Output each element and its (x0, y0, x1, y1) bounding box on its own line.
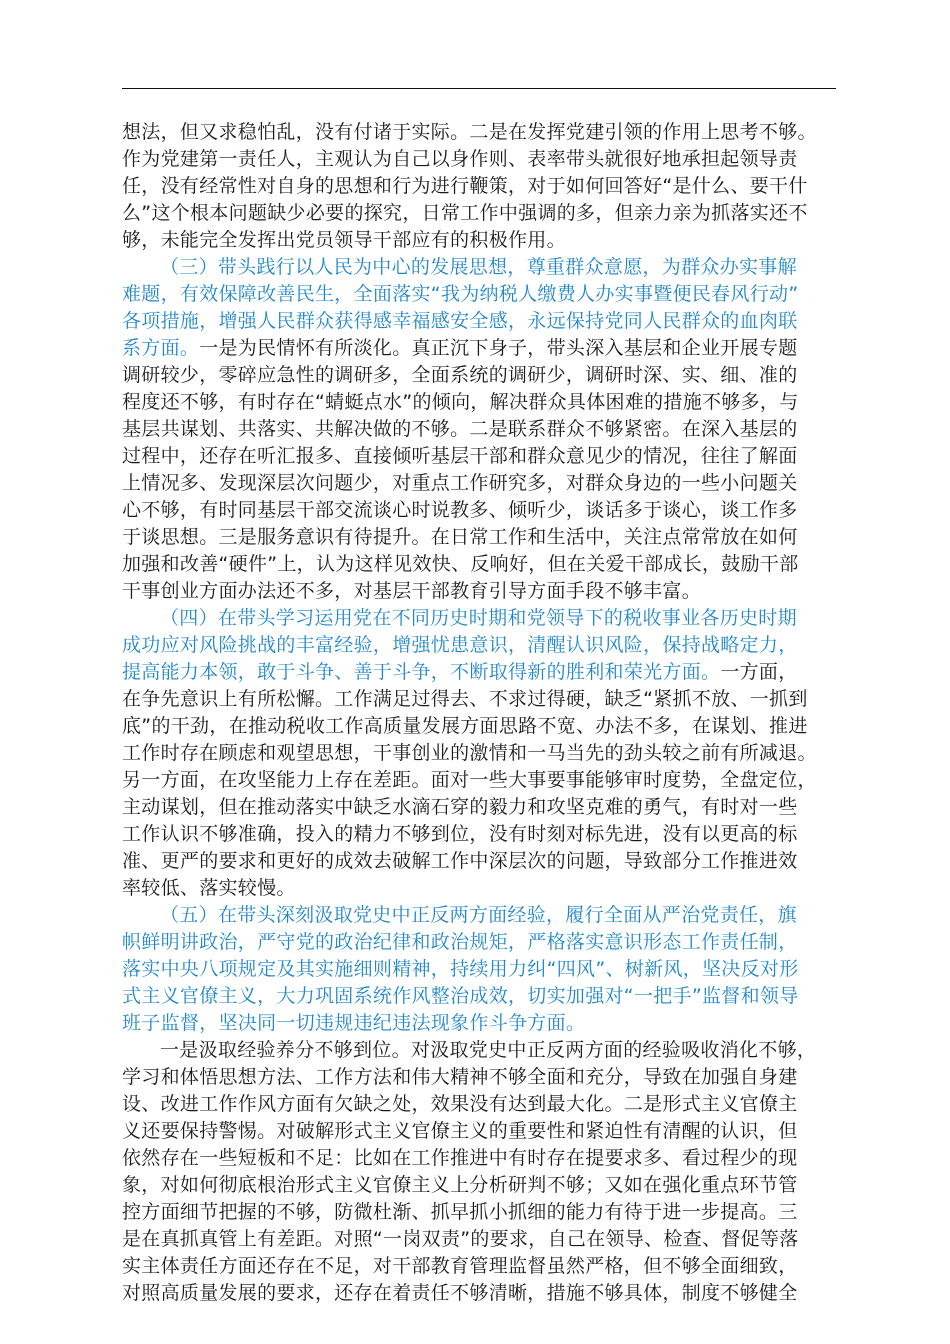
text-line (122, 956, 836, 983)
text-line (122, 281, 836, 308)
text-line (122, 335, 836, 362)
text-line (122, 362, 836, 389)
text-line (122, 1010, 836, 1037)
body-text-run: 底”的干劲，在推动税收工作高质量发展方面思路不宽、办法不多，在谋划、推进 (122, 715, 808, 737)
body-text-run: 够，未能完全发挥出党员领导干部应有的积极作用。 (122, 229, 566, 251)
body-text-run: 在争先意识上有所松懈。工作满足过得去、不求过得硬，缺乏“紧抓不放、一抓到 (122, 688, 808, 710)
text-line (122, 389, 836, 416)
text-line (122, 443, 836, 470)
text-line (122, 119, 836, 146)
text-line (122, 200, 836, 227)
text-line (122, 929, 836, 956)
body-text-run: 实主体责任方面还存在不足，对干部教育管理监督虽然严格，但不够全面细致， (122, 1255, 798, 1277)
body-text-run: 是在真抓真管上有差距。对照“一岗双责”的要求，自己在领导、检查、督促等落 (122, 1228, 799, 1250)
body-text-run: 另一方面，在攻坚能力上存在差距。面对一些大事要事能够审时度势，全盘定位， (122, 769, 817, 791)
highlighted-heading-text: 系方面。 (122, 337, 200, 359)
text-line (122, 713, 836, 740)
text-line (122, 848, 836, 875)
text-line (122, 659, 836, 686)
body-text-run: 于谈思想。三是服务意识有待提升。在日常工作和生活中，关注点常常放在如何 (122, 526, 798, 548)
text-line (122, 983, 836, 1010)
text-line (122, 902, 836, 929)
highlighted-heading-text: 提高能力本领，敢于斗争、善于斗争，不断取得新的胜利和荣光方面。 (122, 661, 721, 683)
text-line (122, 1199, 836, 1226)
body-text-run: 主动谋划，但在推动落实中缺乏水滴石穿的毅力和攻坚克难的勇气，有时对一些 (122, 796, 798, 818)
text-line (122, 173, 836, 200)
body-text-run: 干事创业方面办法还不多，对基层干部教育引导方面手段不够丰富。 (122, 580, 702, 602)
body-text-run: 上情况多、发现深层次问题少，对重点工作研究多，对群众身边的一些小问题关 (122, 472, 798, 494)
highlighted-heading-text: 落实中央八项规定及其实施细则精神，持续用力纠“四风”、树新风，坚决反对形 (122, 958, 799, 980)
body-text-run: 义还要保持警惕。对破解形式主义官僚主义的重要性和紧迫性有清醒的认识，但 (122, 1120, 798, 1142)
highlighted-heading-text: 各项措施，增强人民群众获得感幸福感安全感，永远保持党同人民群众的血肉联 (122, 310, 798, 332)
highlighted-heading-text: 班子监督，坚决同一切违规违纪违法现象作斗争方面。 (122, 1012, 586, 1034)
highlighted-heading-text: 式主义官僚主义，大力巩固系统作风整治成效，切实加强对“一把手”监督和领导 (122, 985, 799, 1007)
text-line (122, 146, 836, 173)
highlighted-heading-text: （四）在带头学习运用党在不同历史时期和党领导下的税收事业各历史时期 (160, 607, 797, 629)
body-text-run: 心不够，有时同基层干部交流谈心时说教多、倾听少，谈话多于谈心，谈工作多 (122, 499, 798, 521)
text-line (122, 767, 836, 794)
body-text-run: 想法，但又求稳怕乱，没有付诸于实际。二是在发挥党建引领的作用上思考不够。 (122, 121, 817, 143)
highlighted-heading-text: （三）带头践行以人民为中心的发展思想，尊重群众意愿，为群众办实事解 (160, 256, 797, 278)
text-line (122, 794, 836, 821)
body-text-run: 率较低、落实较慢。 (122, 877, 296, 899)
text-line (122, 470, 836, 497)
text-line (122, 1091, 836, 1118)
text-line (122, 254, 836, 281)
body-text-run: 象，对如何彻底根治形式主义官僚主义上分析研判不够；又如在强化重点环节管 (122, 1174, 798, 1196)
text-line (122, 1226, 836, 1253)
text-line (122, 1037, 836, 1064)
text-line (122, 821, 836, 848)
text-line (122, 1064, 836, 1091)
highlighted-heading-text: 成功应对风险挑战的丰富经验，增强忧患意识，清醒认识风险，保持战略定力， (122, 634, 798, 656)
text-line (122, 551, 836, 578)
text-line (122, 497, 836, 524)
body-text-run: 程度还不够，有时存在“蜻蜓点水”的倾向，解决群众具体困难的措施不够多，与 (122, 391, 799, 413)
text-line (122, 1172, 836, 1199)
body-text-run: 工作时存在顾虑和观望思想，干事创业的激情和一马当先的劲头较之前有所减退。 (122, 742, 817, 764)
text-line (122, 1145, 836, 1172)
text-line (122, 524, 836, 551)
text-line (122, 875, 836, 902)
body-text-run: 设、改进工作作风方面有欠缺之处，效果没有达到最大化。二是形式主义官僚主 (122, 1093, 798, 1115)
body-text-run: 一是汲取经验养分不够到位。对汲取党史中正反两方面的经验吸收消化不够， (160, 1039, 817, 1061)
body-text-run: 准、更严的要求和更好的成效去破解工作中深层次的问题，导致部分工作推进效 (122, 850, 798, 872)
body-text-run: 任，没有经常性对自身的思想和行为进行鞭策，对于如何回答好“是什么、要干什 (122, 175, 808, 197)
body-text-run: 加强和改善“硬件”上，认为这样见效快、反响好，但在关爱干部成长，鼓励干部 (122, 553, 799, 575)
body-text-run: 调研较少，零碎应急性的调研多，全面系统的调研少，调研时深、实、细、准的 (122, 364, 798, 386)
highlighted-heading-text: 难题，有效保障改善民生，全面落实“我为纳税人缴费人办实事暨便民春风行动” (122, 283, 799, 305)
text-line (122, 632, 836, 659)
text-line (122, 1118, 836, 1145)
document-body (122, 119, 836, 1307)
text-line (122, 578, 836, 605)
body-text-run: 一是为民情怀有所淡化。真正沉下身子，带头深入基层和企业开展专题 (199, 337, 798, 359)
body-text-run: 么”这个根本问题缺少必要的探究，日常工作中强调的多，但亲力亲为抓落实还不 (122, 202, 808, 224)
text-line (122, 416, 836, 443)
body-text-run: 一方面， (720, 661, 798, 683)
body-text-run: 控方面细节把握的不够，防微杜渐、抓早抓小抓细的能力有待于进一步提高。三 (122, 1201, 798, 1223)
highlighted-heading-text: （五）在带头深刻汲取党史中正反两方面经验，履行全面从严治党责任，旗 (160, 904, 797, 926)
text-line (122, 308, 836, 335)
text-line (122, 686, 836, 713)
body-text-run: 学习和体悟思想方法、工作方法和伟大精神不够全面和充分，导致在加强自身建 (122, 1066, 798, 1088)
highlighted-heading-text: 帜鲜明讲政治，严守党的政治纪律和政治规矩，严格落实意识形态工作责任制， (122, 931, 798, 953)
body-text-run: 依然存在一些短板和不足：比如在工作推进中有时存在提要求多、看过程少的现 (122, 1147, 798, 1169)
body-text-run: 作为党建第一责任人，主观认为自己以身作则、表率带头就很好地承担起领导责 (122, 148, 798, 170)
body-text-run: 工作认识不够准确，投入的精力不够到位，没有时刻对标先进，没有以更高的标 (122, 823, 798, 845)
body-text-run: 对照高质量发展的要求，还存在着责任不够清晰，措施不够具体，制度不够健全 (122, 1282, 798, 1304)
text-line (122, 740, 836, 767)
text-line (122, 227, 836, 254)
text-line (122, 605, 836, 632)
body-text-run: 基层共谋划、共落实、共解决做的不够。二是联系群众不够紧密。在深入基层的 (122, 418, 798, 440)
text-line (122, 1253, 836, 1280)
text-line (122, 1280, 836, 1307)
header-rule (122, 88, 836, 89)
body-text-run: 过程中，还存在听汇报多、直接倾听基层干部和群众意见少的情况，往往了解面 (122, 445, 798, 467)
